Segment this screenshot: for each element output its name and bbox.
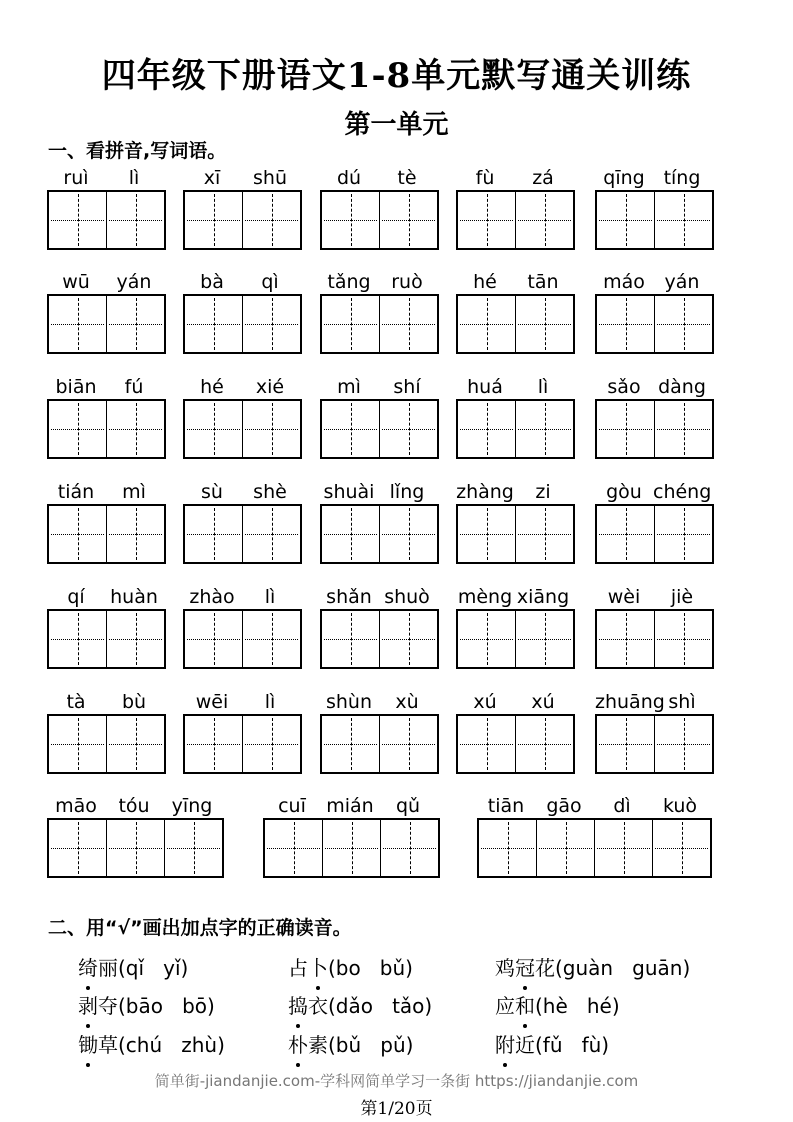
tianzige-cell[interactable] xyxy=(655,401,712,457)
pinyin-line xyxy=(456,166,575,190)
pinyin: mì xyxy=(122,481,146,503)
word-group xyxy=(47,480,166,564)
tianzige-cell[interactable] xyxy=(537,820,595,876)
pinyin: māo xyxy=(55,795,97,817)
tianzige-cell[interactable] xyxy=(185,611,243,667)
pinyin: xiāng xyxy=(516,586,570,608)
pronunciation-item xyxy=(495,990,620,1019)
pinyin-line xyxy=(456,690,575,714)
character: 夺 xyxy=(98,994,118,1018)
pinyin: kuò xyxy=(662,795,698,817)
pinyin-options[interactable]: (bo bǔ) xyxy=(328,956,413,980)
writing-boxes xyxy=(320,190,439,250)
writing-boxes xyxy=(456,504,575,564)
word-group xyxy=(320,375,439,459)
pinyin: mián xyxy=(326,795,374,817)
tianzige-cell[interactable] xyxy=(516,506,573,562)
writing-boxes xyxy=(47,504,166,564)
tianzige-cell[interactable] xyxy=(380,401,437,457)
pinyin: fù xyxy=(475,167,495,189)
tianzige-cell[interactable] xyxy=(107,401,164,457)
dotted-character: 冠 xyxy=(515,952,535,981)
word-group xyxy=(320,585,439,669)
word-group xyxy=(456,166,575,250)
writing-boxes xyxy=(320,504,439,564)
unit-subtitle: 第一单元 xyxy=(344,110,449,140)
writing-boxes xyxy=(456,714,575,774)
writing-boxes xyxy=(595,609,714,669)
tianzige-cell[interactable] xyxy=(597,716,655,772)
footer-watermark: 简单街-jiandanjie.com-学科网简单学习一条街 https://jiandanjie.com xyxy=(154,1072,639,1090)
pinyin: xié xyxy=(255,376,285,398)
word-group xyxy=(183,166,302,250)
tianzige-cell[interactable] xyxy=(380,192,437,248)
pinyin-line xyxy=(47,585,166,609)
word-group xyxy=(320,270,439,354)
pinyin-options[interactable]: (fǔ fù) xyxy=(535,1033,610,1057)
pinyin: mì xyxy=(337,376,361,398)
dotted-character: 卜 xyxy=(308,952,328,981)
character: 丽 xyxy=(98,956,118,980)
pinyin: biān xyxy=(55,376,97,398)
tianzige-cell[interactable] xyxy=(380,296,437,352)
writing-boxes xyxy=(595,504,714,564)
writing-boxes xyxy=(320,294,439,354)
word-group xyxy=(456,375,575,459)
pronunciation-item xyxy=(78,1029,225,1058)
pinyin-line xyxy=(47,166,166,190)
pinyin: shuài xyxy=(323,481,375,503)
pinyin: xú xyxy=(473,691,497,713)
tianzige-cell[interactable] xyxy=(597,401,655,457)
tianzige-cell[interactable] xyxy=(49,192,107,248)
tianzige-cell[interactable] xyxy=(243,716,300,772)
tianzige-cell[interactable] xyxy=(655,611,712,667)
writing-boxes xyxy=(320,399,439,459)
word-group xyxy=(183,585,302,669)
pinyin: zhào xyxy=(189,586,235,608)
writing-boxes xyxy=(456,609,575,669)
writing-boxes xyxy=(263,818,440,878)
pronunciation-item xyxy=(288,990,432,1019)
pinyin-line xyxy=(320,585,439,609)
pinyin: máo xyxy=(603,271,645,293)
pinyin: huàn xyxy=(110,586,158,608)
tianzige-cell[interactable] xyxy=(243,506,300,562)
writing-boxes xyxy=(47,818,224,878)
pinyin-options[interactable]: (bāo bō) xyxy=(118,994,215,1018)
pinyin: mèng xyxy=(457,586,513,608)
word-group xyxy=(595,166,714,250)
tianzige-cell[interactable] xyxy=(49,296,107,352)
pinyin: zá xyxy=(532,167,554,189)
pinyin-line xyxy=(595,270,714,294)
tianzige-cell[interactable] xyxy=(49,716,107,772)
pinyin: dàng xyxy=(658,376,706,398)
writing-boxes xyxy=(595,294,714,354)
tianzige-cell[interactable] xyxy=(381,820,438,876)
pinyin: fú xyxy=(124,376,144,398)
pinyin: qì xyxy=(261,271,279,293)
pinyin: wū xyxy=(62,271,90,293)
word-group xyxy=(47,585,166,669)
pinyin: xú xyxy=(531,691,555,713)
writing-boxes xyxy=(595,190,714,250)
word-group xyxy=(595,270,714,354)
writing-boxes xyxy=(47,190,166,250)
word-group xyxy=(456,270,575,354)
writing-boxes xyxy=(183,714,302,774)
tianzige-cell[interactable] xyxy=(322,296,380,352)
pinyin: jiè xyxy=(670,586,694,608)
page-title: 四年级下册语文1-8单元默写通关训练 xyxy=(101,56,692,96)
word-group xyxy=(320,690,439,774)
word-group xyxy=(595,480,714,564)
pinyin: bà xyxy=(200,271,224,293)
tianzige-cell[interactable] xyxy=(322,506,380,562)
pinyin-line xyxy=(320,690,439,714)
tianzige-cell[interactable] xyxy=(107,716,164,772)
word-group xyxy=(456,480,575,564)
pronunciation-item xyxy=(288,952,413,981)
pinyin-options[interactable]: (bǔ pǔ) xyxy=(328,1033,414,1057)
pinyin-line xyxy=(320,375,439,399)
tianzige-cell[interactable] xyxy=(185,296,243,352)
writing-boxes xyxy=(183,190,302,250)
tianzige-cell[interactable] xyxy=(185,192,243,248)
tianzige-cell[interactable] xyxy=(479,820,537,876)
tianzige-cell[interactable] xyxy=(458,611,516,667)
pinyin-line xyxy=(47,690,166,714)
tianzige-cell[interactable] xyxy=(516,296,573,352)
tianzige-cell[interactable] xyxy=(458,192,516,248)
pinyin-line xyxy=(456,480,575,504)
pinyin: cuī xyxy=(278,795,306,817)
tianzige-cell[interactable] xyxy=(458,401,516,457)
pinyin-options[interactable]: (qǐ yǐ) xyxy=(118,956,189,980)
pinyin-line xyxy=(456,375,575,399)
pinyin-options[interactable]: (hè hé) xyxy=(535,994,620,1018)
pinyin: huá xyxy=(467,376,503,398)
pinyin: yīng xyxy=(171,795,213,817)
word-group xyxy=(47,375,166,459)
pinyin: gòu xyxy=(606,481,642,503)
character: 衣 xyxy=(308,994,328,1018)
pinyin: shí xyxy=(393,376,421,398)
pinyin-line xyxy=(456,585,575,609)
tianzige-cell[interactable] xyxy=(243,192,300,248)
pinyin: chéng xyxy=(653,481,712,503)
tianzige-cell[interactable] xyxy=(243,611,300,667)
pinyin: shì xyxy=(668,691,696,713)
pinyin: qí xyxy=(67,586,85,608)
writing-boxes xyxy=(183,504,302,564)
tianzige-cell[interactable] xyxy=(322,192,380,248)
word-group xyxy=(47,690,166,774)
page-number: 第1/20页 xyxy=(360,1099,433,1119)
writing-boxes xyxy=(47,399,166,459)
pinyin-line xyxy=(183,166,302,190)
pinyin: wēi xyxy=(195,691,229,713)
writing-boxes xyxy=(183,399,302,459)
tianzige-cell[interactable] xyxy=(107,192,164,248)
pinyin-line xyxy=(320,166,439,190)
pinyin: hé xyxy=(473,271,497,293)
character: 应 xyxy=(495,994,515,1018)
pinyin: tóu xyxy=(118,795,150,817)
pinyin: shǎn xyxy=(326,586,372,608)
word-group xyxy=(183,375,302,459)
pinyin-line xyxy=(320,270,439,294)
pinyin: tǎng xyxy=(327,271,371,293)
pinyin: ruì xyxy=(63,167,89,189)
word-group xyxy=(183,480,302,564)
pinyin: zi xyxy=(535,481,551,503)
tianzige-cell[interactable] xyxy=(49,401,107,457)
pinyin-line xyxy=(320,480,439,504)
tianzige-cell[interactable] xyxy=(49,820,107,876)
tianzige-cell[interactable] xyxy=(185,716,243,772)
character: 近 xyxy=(515,1033,535,1057)
writing-boxes xyxy=(47,609,166,669)
pinyin: shuò xyxy=(384,586,430,608)
pinyin-line xyxy=(183,690,302,714)
word-group xyxy=(456,585,575,669)
tianzige-cell[interactable] xyxy=(597,296,655,352)
pinyin-line xyxy=(477,794,712,818)
word-group xyxy=(320,480,439,564)
pronunciation-item xyxy=(78,952,188,981)
pinyin-line xyxy=(47,270,166,294)
pronunciation-item xyxy=(288,1029,413,1058)
writing-boxes xyxy=(456,399,575,459)
writing-boxes xyxy=(595,714,714,774)
tianzige-cell[interactable] xyxy=(458,716,516,772)
writing-boxes xyxy=(477,818,712,878)
tianzige-cell[interactable] xyxy=(380,611,437,667)
tianzige-cell[interactable] xyxy=(516,192,573,248)
character: 素 xyxy=(308,1033,328,1057)
pinyin-line xyxy=(183,270,302,294)
writing-boxes xyxy=(595,399,714,459)
word-group xyxy=(320,166,439,250)
word-group xyxy=(183,690,302,774)
pronunciation-item xyxy=(495,952,690,981)
character: 占 xyxy=(288,956,308,980)
character: 草 xyxy=(98,1033,118,1057)
pinyin: ruò xyxy=(391,271,423,293)
pinyin-options[interactable]: (chú zhù) xyxy=(118,1033,225,1057)
writing-boxes xyxy=(183,609,302,669)
pinyin: dì xyxy=(613,795,631,817)
dotted-character: 锄 xyxy=(78,1029,98,1058)
writing-boxes xyxy=(183,294,302,354)
tianzige-cell[interactable] xyxy=(597,506,655,562)
tianzige-cell[interactable] xyxy=(655,296,712,352)
pinyin: yán xyxy=(664,271,700,293)
character: 鸡 xyxy=(495,956,515,980)
writing-boxes xyxy=(47,294,166,354)
writing-boxes xyxy=(320,714,439,774)
word-group xyxy=(456,690,575,774)
tianzige-cell[interactable] xyxy=(655,506,712,562)
word-group xyxy=(47,794,224,878)
tianzige-cell[interactable] xyxy=(322,401,380,457)
pinyin: xù xyxy=(395,691,419,713)
dotted-character: 附 xyxy=(495,1029,515,1058)
pinyin: lì xyxy=(128,167,140,189)
pinyin-line xyxy=(47,794,224,818)
pinyin-line xyxy=(595,480,714,504)
pronunciation-item xyxy=(495,1029,609,1058)
pinyin: shū xyxy=(253,167,287,189)
tianzige-cell[interactable] xyxy=(107,506,164,562)
tianzige-cell[interactable] xyxy=(185,506,243,562)
pinyin-options[interactable]: (dǎo tǎo) xyxy=(328,994,433,1018)
pinyin-line xyxy=(183,480,302,504)
pinyin: bù xyxy=(121,691,147,713)
pinyin: tiān xyxy=(487,795,525,817)
tianzige-cell[interactable] xyxy=(243,401,300,457)
word-group xyxy=(595,585,714,669)
dotted-character: 剥 xyxy=(78,990,98,1019)
writing-boxes xyxy=(47,714,166,774)
tianzige-cell[interactable] xyxy=(265,820,323,876)
pinyin-line xyxy=(183,585,302,609)
pinyin: shè xyxy=(253,481,287,503)
tianzige-cell[interactable] xyxy=(597,192,655,248)
pinyin-line xyxy=(456,270,575,294)
pronunciation-item xyxy=(78,990,215,1019)
pinyin: tíng xyxy=(663,167,701,189)
tianzige-cell[interactable] xyxy=(653,820,710,876)
section2-heading: 二、用“√”画出加点字的正确读音。 xyxy=(48,917,352,939)
pinyin-line xyxy=(595,690,714,714)
pinyin: shùn xyxy=(325,691,373,713)
tianzige-cell[interactable] xyxy=(165,820,222,876)
dotted-character: 朴 xyxy=(288,1029,308,1058)
tianzige-cell[interactable] xyxy=(380,506,437,562)
word-group xyxy=(183,270,302,354)
word-group xyxy=(477,794,712,878)
tianzige-cell[interactable] xyxy=(597,611,655,667)
pinyin: zhàng xyxy=(456,481,514,503)
word-group xyxy=(47,166,166,250)
tianzige-cell[interactable] xyxy=(655,192,712,248)
pinyin: lǐng xyxy=(389,481,425,503)
tianzige-cell[interactable] xyxy=(49,506,107,562)
pinyin: gāo xyxy=(546,795,582,817)
pinyin-line xyxy=(47,480,166,504)
tianzige-cell[interactable] xyxy=(595,820,653,876)
pinyin: lì xyxy=(537,376,549,398)
tianzige-cell[interactable] xyxy=(322,611,380,667)
pinyin-line xyxy=(595,166,714,190)
tianzige-cell[interactable] xyxy=(49,611,107,667)
dotted-character: 和 xyxy=(515,990,535,1019)
word-group xyxy=(47,270,166,354)
tianzige-cell[interactable] xyxy=(458,296,516,352)
pinyin: xī xyxy=(203,167,221,189)
word-group xyxy=(263,794,440,878)
pinyin: sǎo xyxy=(607,376,641,398)
tianzige-cell[interactable] xyxy=(243,296,300,352)
writing-boxes xyxy=(320,609,439,669)
pinyin: tián xyxy=(57,481,95,503)
pinyin-line xyxy=(47,375,166,399)
tianzige-cell[interactable] xyxy=(185,401,243,457)
pinyin: zhuāng xyxy=(595,691,665,713)
pinyin-line xyxy=(263,794,440,818)
tianzige-cell[interactable] xyxy=(516,611,573,667)
pinyin-line xyxy=(595,585,714,609)
pinyin: lì xyxy=(264,586,276,608)
section1-heading: 一、看拼音,写词语。 xyxy=(48,140,227,162)
word-group xyxy=(595,690,714,774)
tianzige-cell[interactable] xyxy=(323,820,381,876)
pinyin: dú xyxy=(336,167,362,189)
tianzige-cell[interactable] xyxy=(380,716,437,772)
dotted-character: 捣 xyxy=(288,990,308,1019)
tianzige-cell[interactable] xyxy=(655,716,712,772)
pinyin-line xyxy=(183,375,302,399)
pinyin: tà xyxy=(66,691,86,713)
tianzige-cell[interactable] xyxy=(516,716,573,772)
pinyin-options[interactable]: (guàn guān) xyxy=(555,956,691,980)
tianzige-cell[interactable] xyxy=(458,506,516,562)
character: 花 xyxy=(535,956,555,980)
writing-boxes xyxy=(456,190,575,250)
tianzige-cell[interactable] xyxy=(107,820,165,876)
pinyin-line xyxy=(595,375,714,399)
pinyin: tè xyxy=(397,167,417,189)
writing-boxes xyxy=(456,294,575,354)
pinyin: hé xyxy=(200,376,224,398)
pinyin: lì xyxy=(264,691,276,713)
pinyin: qīng xyxy=(603,167,645,189)
pinyin: yán xyxy=(116,271,152,293)
word-group xyxy=(595,375,714,459)
pinyin: wèi xyxy=(607,586,641,608)
tianzige-cell[interactable] xyxy=(516,401,573,457)
pinyin: tān xyxy=(527,271,559,293)
tianzige-cell[interactable] xyxy=(107,296,164,352)
pinyin: sù xyxy=(201,481,223,503)
dotted-character: 绮 xyxy=(78,952,98,981)
tianzige-cell[interactable] xyxy=(107,611,164,667)
tianzige-cell[interactable] xyxy=(322,716,380,772)
pinyin: qǔ xyxy=(395,795,421,817)
